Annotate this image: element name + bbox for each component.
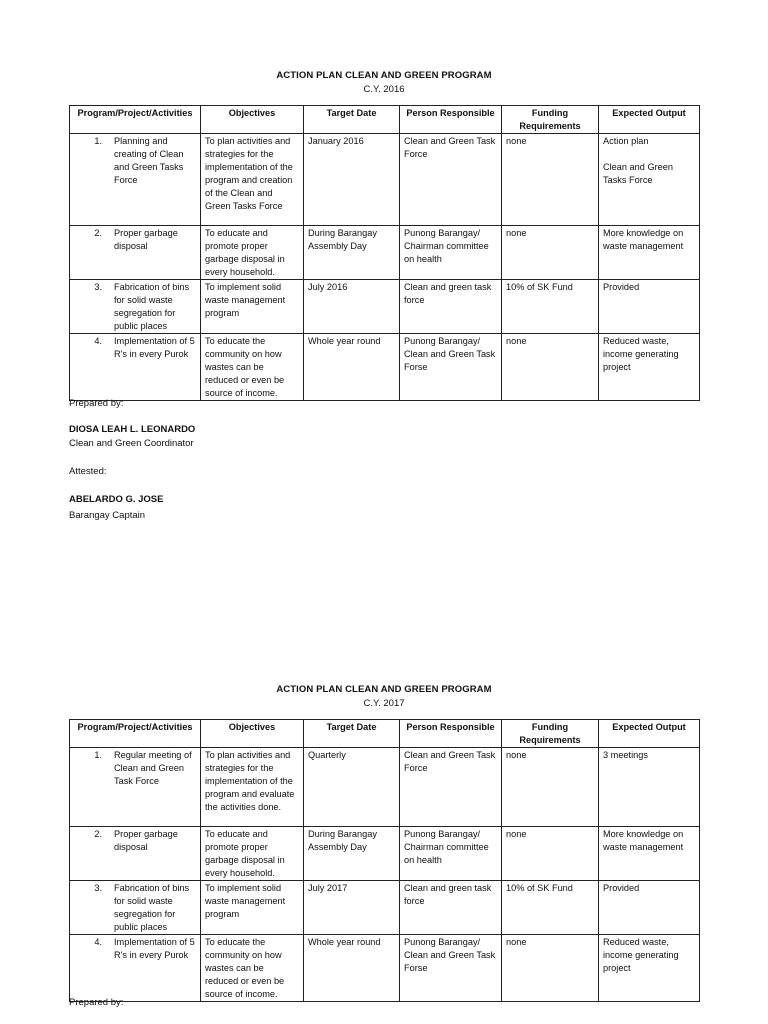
- action-plan-table: [69, 105, 700, 401]
- target-date-cell: During Barangay Assembly Day: [304, 827, 400, 881]
- row-number: 4.: [94, 336, 102, 346]
- table-row: [70, 226, 700, 280]
- preparer-title: Clean and Green Coordinator: [69, 438, 194, 449]
- table-row: [70, 935, 700, 1002]
- plan-year: C.Y. 2017: [363, 698, 405, 709]
- table-row: [70, 881, 700, 935]
- output-cell: 3 meetings: [599, 748, 700, 827]
- header-expected-output: Expected Output: [599, 720, 700, 748]
- activity-cell: Proper garbage disposal: [114, 829, 178, 852]
- table-row: [70, 134, 700, 226]
- header-person-responsible: Person Responsible: [400, 720, 502, 748]
- output-cell: Provided: [599, 280, 700, 334]
- target-date-cell: During Barangay Assembly Day: [304, 226, 400, 280]
- activity-cell: Implementation of 5 R's in every Purok: [114, 937, 195, 960]
- table-header-row: [70, 720, 700, 748]
- funding-cell: none: [502, 935, 599, 1002]
- table-row: [70, 334, 700, 401]
- person-cell: Clean and green task force: [400, 280, 502, 334]
- person-cell: Punong Barangay/ Chairman committee on health: [400, 827, 502, 881]
- target-date-cell: Whole year round: [304, 935, 400, 1002]
- person-cell: Punong Barangay/ Clean and Green Task Forse: [400, 334, 502, 401]
- person-cell: Punong Barangay/ Chairman committee on health: [400, 226, 502, 280]
- row-number: 1.: [94, 136, 102, 146]
- objective-cell: To plan activities and strategies for the implementation of the program and evaluate the activities done.: [201, 748, 304, 827]
- prepared-by-label: Prepared by:: [69, 398, 124, 409]
- funding-cell: 10% of SK Fund: [502, 280, 599, 334]
- objective-cell: To educate the community on how wastes can be reduced or even be source of income.: [201, 334, 304, 401]
- row-number: 1.: [94, 750, 102, 760]
- output-cell: Reduced waste, income generating project: [599, 935, 700, 1002]
- header-activities: Program/Project/Activities: [70, 106, 201, 134]
- activity-cell: Proper garbage disposal: [114, 228, 178, 251]
- activity-cell: Implementation of 5 R's in every Purok: [114, 336, 195, 359]
- target-date-cell: January 2016: [304, 134, 400, 226]
- header-target-date: Target Date: [304, 106, 400, 134]
- objective-cell: To plan activities and strategies for the implementation of the program and creation of the Clean and Green Tasks Force: [201, 134, 304, 226]
- person-cell: Clean and green task force: [400, 881, 502, 935]
- output-cell: More knowledge on waste management: [599, 226, 700, 280]
- header-funding: Funding Requirements: [502, 720, 599, 748]
- target-date-cell: July 2016: [304, 280, 400, 334]
- output-line: Clean and Green Tasks Force: [603, 162, 673, 185]
- plan-year: C.Y. 2016: [363, 84, 405, 95]
- plan-title: ACTION PLAN CLEAN AND GREEN PROGRAM: [276, 684, 492, 695]
- funding-cell: none: [502, 827, 599, 881]
- header-activities: Program/Project/Activities: [70, 720, 201, 748]
- funding-cell: 10% of SK Fund: [502, 881, 599, 935]
- person-cell: Clean and Green Task Force: [400, 134, 502, 226]
- activity-cell: Regular meeting of Clean and Green Task Force: [114, 750, 192, 786]
- person-cell: Punong Barangay/ Clean and Green Task Forse: [400, 935, 502, 1002]
- attester-title: Barangay Captain: [69, 510, 146, 521]
- output-cell: More knowledge on waste management: [599, 827, 700, 881]
- activity-cell: Fabrication of bins for solid waste segregation for public places: [114, 282, 190, 331]
- header-person-responsible: Person Responsible: [400, 106, 502, 134]
- activity-cell: Planning and creating of Clean and Green Tasks Force: [114, 136, 184, 185]
- prepared-by-label: Prepared by:: [69, 997, 124, 1008]
- table-row: [70, 748, 700, 827]
- header-expected-output: Expected Output: [599, 106, 700, 134]
- table-row: [70, 280, 700, 334]
- table-row: [70, 827, 700, 881]
- header-funding: Funding Requirements: [502, 106, 599, 134]
- activity-cell: Fabrication of bins for solid waste segregation for public places: [114, 883, 190, 932]
- plan-title: ACTION PLAN CLEAN AND GREEN PROGRAM: [276, 70, 492, 81]
- header-objectives: Objectives: [201, 720, 304, 748]
- row-number: 3.: [94, 883, 102, 893]
- objective-cell: To educate and promote proper garbage disposal in every household.: [201, 827, 304, 881]
- attester-name: ABELARDO G. JOSE: [69, 494, 164, 505]
- target-date-cell: Quarterly: [304, 748, 400, 827]
- row-number: 3.: [94, 282, 102, 292]
- attested-label: Attested:: [69, 466, 107, 477]
- target-date-cell: July 2017: [304, 881, 400, 935]
- objective-cell: To implement solid waste management program: [201, 280, 304, 334]
- header-target-date: Target Date: [304, 720, 400, 748]
- funding-cell: none: [502, 748, 599, 827]
- action-plan-table: [69, 719, 700, 1002]
- row-number: 2.: [94, 829, 102, 839]
- table-header-row: [70, 106, 700, 134]
- target-date-cell: Whole year round: [304, 334, 400, 401]
- funding-cell: none: [502, 334, 599, 401]
- output-cell: Reduced waste, income generating project: [599, 334, 700, 401]
- objective-cell: To educate and promote proper garbage disposal in every household.: [201, 226, 304, 280]
- preparer-name: DIOSA LEAH L. LEONARDO: [69, 424, 196, 435]
- output-line: Action plan: [603, 136, 649, 146]
- objective-cell: To educate the community on how wastes can be reduced or even be source of income.: [201, 935, 304, 1002]
- output-cell: Provided: [599, 881, 700, 935]
- output-cell: [599, 134, 700, 226]
- funding-cell: none: [502, 134, 599, 226]
- objective-cell: To implement solid waste management program: [201, 881, 304, 935]
- funding-cell: none: [502, 226, 599, 280]
- row-number: 2.: [94, 228, 102, 238]
- row-number: 4.: [94, 937, 102, 947]
- person-cell: Clean and Green Task Force: [400, 748, 502, 827]
- header-objectives: Objectives: [201, 106, 304, 134]
